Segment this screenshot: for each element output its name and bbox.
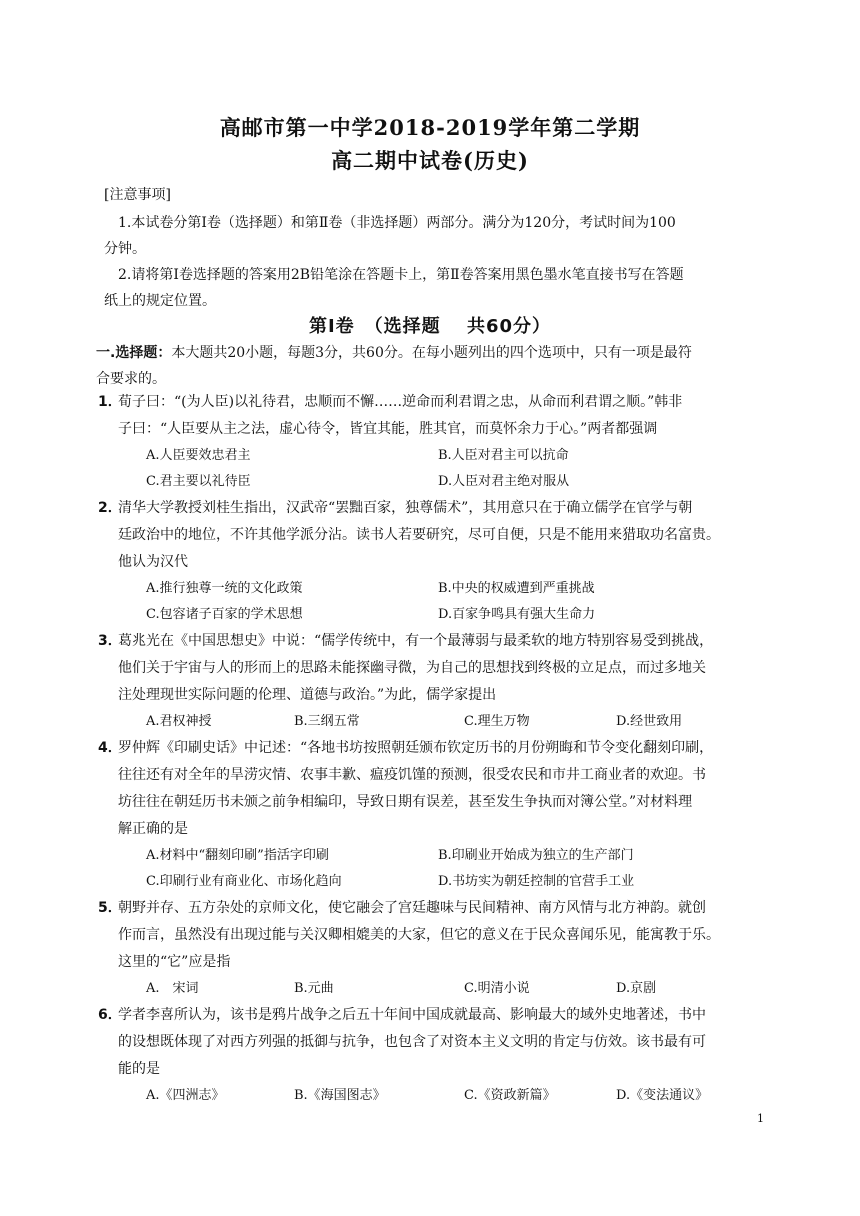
option-d: D.京剧 bbox=[616, 981, 657, 996]
notes-item1-line1: 1.本试卷分第Ⅰ卷（选择题）和第Ⅱ卷（非选择题）两部分。满分为120分，考试时间为100 bbox=[118, 215, 676, 231]
option-row bbox=[98, 1083, 758, 1109]
question-3 bbox=[98, 628, 758, 735]
option-d: D.书坊实为朝廷控制的官营手工业 bbox=[438, 874, 635, 889]
question-list bbox=[98, 389, 758, 1109]
option-row bbox=[98, 469, 758, 495]
question-number: 5． bbox=[98, 900, 122, 916]
question-line bbox=[98, 1002, 758, 1029]
option-c: C.《资政新篇》 bbox=[464, 1088, 556, 1103]
question-4 bbox=[98, 735, 758, 895]
option-b: B.人臣对君主可以抗命 bbox=[438, 448, 569, 463]
question-number: 3． bbox=[98, 633, 122, 649]
question-6 bbox=[98, 1002, 758, 1109]
notes-item2-line2: 纸上的规定位置。 bbox=[104, 293, 216, 309]
option-row bbox=[98, 709, 758, 735]
option-row bbox=[98, 976, 758, 1002]
question-line: 解正确的是 bbox=[118, 821, 188, 837]
option-a: A.君权神授 bbox=[146, 714, 212, 729]
option-c: C.理生万物 bbox=[464, 714, 530, 729]
option-d: D.人臣对君主绝对服从 bbox=[438, 474, 570, 489]
section-intro-label: 一.选择题： bbox=[96, 345, 172, 361]
option-a: A.人臣要效忠君主 bbox=[146, 448, 251, 463]
section-intro-line1 bbox=[96, 342, 756, 362]
question-line bbox=[98, 735, 758, 762]
section-intro-text: 本大题共20小题，每题3分，共60分。在每小题列出的四个选项中，只有一项是最符 bbox=[171, 345, 692, 361]
option-a: A.推行独尊一统的文化政策 bbox=[146, 581, 303, 596]
question-line bbox=[98, 895, 758, 922]
option-a: A. 宋词 bbox=[146, 981, 199, 996]
question-text: 朝野并存、五方杂处的京师文化，使它融会了宫廷趣味与民间精神、南方风情与北方神韵。就创 bbox=[118, 900, 706, 916]
option-a: A.材料中“翻刻印刷”指活字印刷 bbox=[146, 848, 329, 863]
section-title: 第Ⅰ卷 （选择题 共60分） bbox=[308, 316, 551, 337]
option-row bbox=[98, 443, 758, 469]
option-c: C.印刷行业有商业化、市场化趋向 bbox=[146, 874, 342, 889]
question-line: 他们关于宇宙与人的形而上的思路未能探幽寻微，为自己的思想找到终极的立足点，而过多地关 bbox=[118, 660, 706, 676]
question-number: 6． bbox=[98, 1007, 122, 1023]
question-1 bbox=[98, 389, 758, 495]
question-number: 4． bbox=[98, 740, 122, 756]
notes-item1-line2: 分钟。 bbox=[104, 241, 146, 257]
question-text: 清华大学教授刘桂生指出，汉武帝“罢黜百家，独尊儒术”，其用意只在于确立儒学在官学与朝 bbox=[118, 500, 693, 516]
option-b: B.《海国图志》 bbox=[294, 1088, 386, 1103]
section-intro-line2: 合要求的。 bbox=[96, 371, 166, 387]
option-row bbox=[98, 602, 758, 628]
question-number: 2． bbox=[98, 500, 122, 516]
question-text: 荀子曰：“(为人臣)以礼待君，忠顺而不懈……逆命而利君谓之忠，从命而利君谓之顺。”韩非 bbox=[118, 394, 683, 410]
question-line: 这里的“它”应是指 bbox=[118, 954, 231, 970]
option-b: B.元曲 bbox=[294, 981, 334, 996]
option-row bbox=[98, 869, 758, 895]
question-2 bbox=[98, 495, 758, 628]
question-line: 坊往往在朝廷历书未颁之前争相编印，导致日期有误差，甚至发生争执而对簿公堂。”对材料理 bbox=[118, 794, 693, 810]
option-c: C.君主要以礼待臣 bbox=[146, 474, 251, 489]
question-line bbox=[98, 628, 758, 655]
option-d: D.经世致用 bbox=[616, 714, 683, 729]
question-line: 子曰：“人臣要从主之法，虚心待令，皆宜其能，胜其官，而莫怀余力于心。”两者都强调 bbox=[118, 421, 658, 437]
option-d: D.百家争鸣具有强大生命力 bbox=[438, 607, 596, 622]
option-row bbox=[98, 843, 758, 869]
question-line bbox=[98, 495, 758, 522]
exam-title-line1: 高邮市第一中学2018-2019学年第二学期 bbox=[219, 115, 641, 140]
question-text: 罗仲辉《印刷史话》中记述：“各地书坊按照朝廷颁布钦定历书的月份朔晦和节令变化翻刻印刷， bbox=[118, 740, 714, 756]
option-b: B.三纲五常 bbox=[294, 714, 360, 729]
option-d: D.《变法通议》 bbox=[616, 1088, 709, 1103]
question-text: 葛兆光在《中国思想史》中说：“儒学传统中，有一个最薄弱与最柔软的地方特别容易受到挑战， bbox=[118, 633, 714, 649]
question-line: 注处理现世实际问题的伦理、道德与政治。”为此，儒学家提出 bbox=[118, 687, 497, 703]
question-line: 作而言，虽然没有出现过能与关汉卿相媲美的大家，但它的意义在于民众喜闻乐见，能寓教于乐。 bbox=[118, 927, 720, 943]
question-line: 廷政治中的地位，不许其他学派分沾。读书人若要研究，尽可自便，只是不能用来猎取功名富贵。 bbox=[118, 527, 720, 543]
option-b: B.印刷业开始成为独立的生产部门 bbox=[438, 848, 634, 863]
option-b: B.中央的权威遭到严重挑战 bbox=[438, 581, 595, 596]
question-line: 他认为汉代 bbox=[118, 554, 188, 570]
question-line: 能的是 bbox=[118, 1061, 160, 1077]
option-c: C.包容诸子百家的学术思想 bbox=[146, 607, 303, 622]
question-line: 往往还有对全年的旱涝灾情、农事丰歉、瘟疫饥馑的预测，很受农民和市井工商业者的欢迎。书 bbox=[118, 767, 706, 783]
question-number: 1． bbox=[98, 394, 122, 410]
exam-title-line2: 高二期中试卷(历史) bbox=[331, 148, 529, 173]
question-line bbox=[98, 389, 758, 416]
question-text: 学者李喜所认为，该书是鸦片战争之后五十年间中国成就最高、影响最大的域外史地著述，书中 bbox=[118, 1007, 706, 1023]
page-number: 1 bbox=[757, 1112, 764, 1125]
notes-item2-line1: 2.请将第Ⅰ卷选择题的答案用2B铅笔涂在答题卡上，第Ⅱ卷答案用黑色墨水笔直接书写在答题 bbox=[118, 267, 684, 283]
option-c: C.明清小说 bbox=[464, 981, 530, 996]
question-line: 的设想既体现了对西方列强的抵御与抗争，也包含了对资本主义文明的肯定与仿效。该书最有可 bbox=[118, 1034, 706, 1050]
option-a: A.《四洲志》 bbox=[146, 1088, 225, 1103]
question-5 bbox=[98, 895, 758, 1002]
option-row bbox=[98, 576, 758, 602]
notes-heading: [注意事项] bbox=[104, 187, 171, 203]
